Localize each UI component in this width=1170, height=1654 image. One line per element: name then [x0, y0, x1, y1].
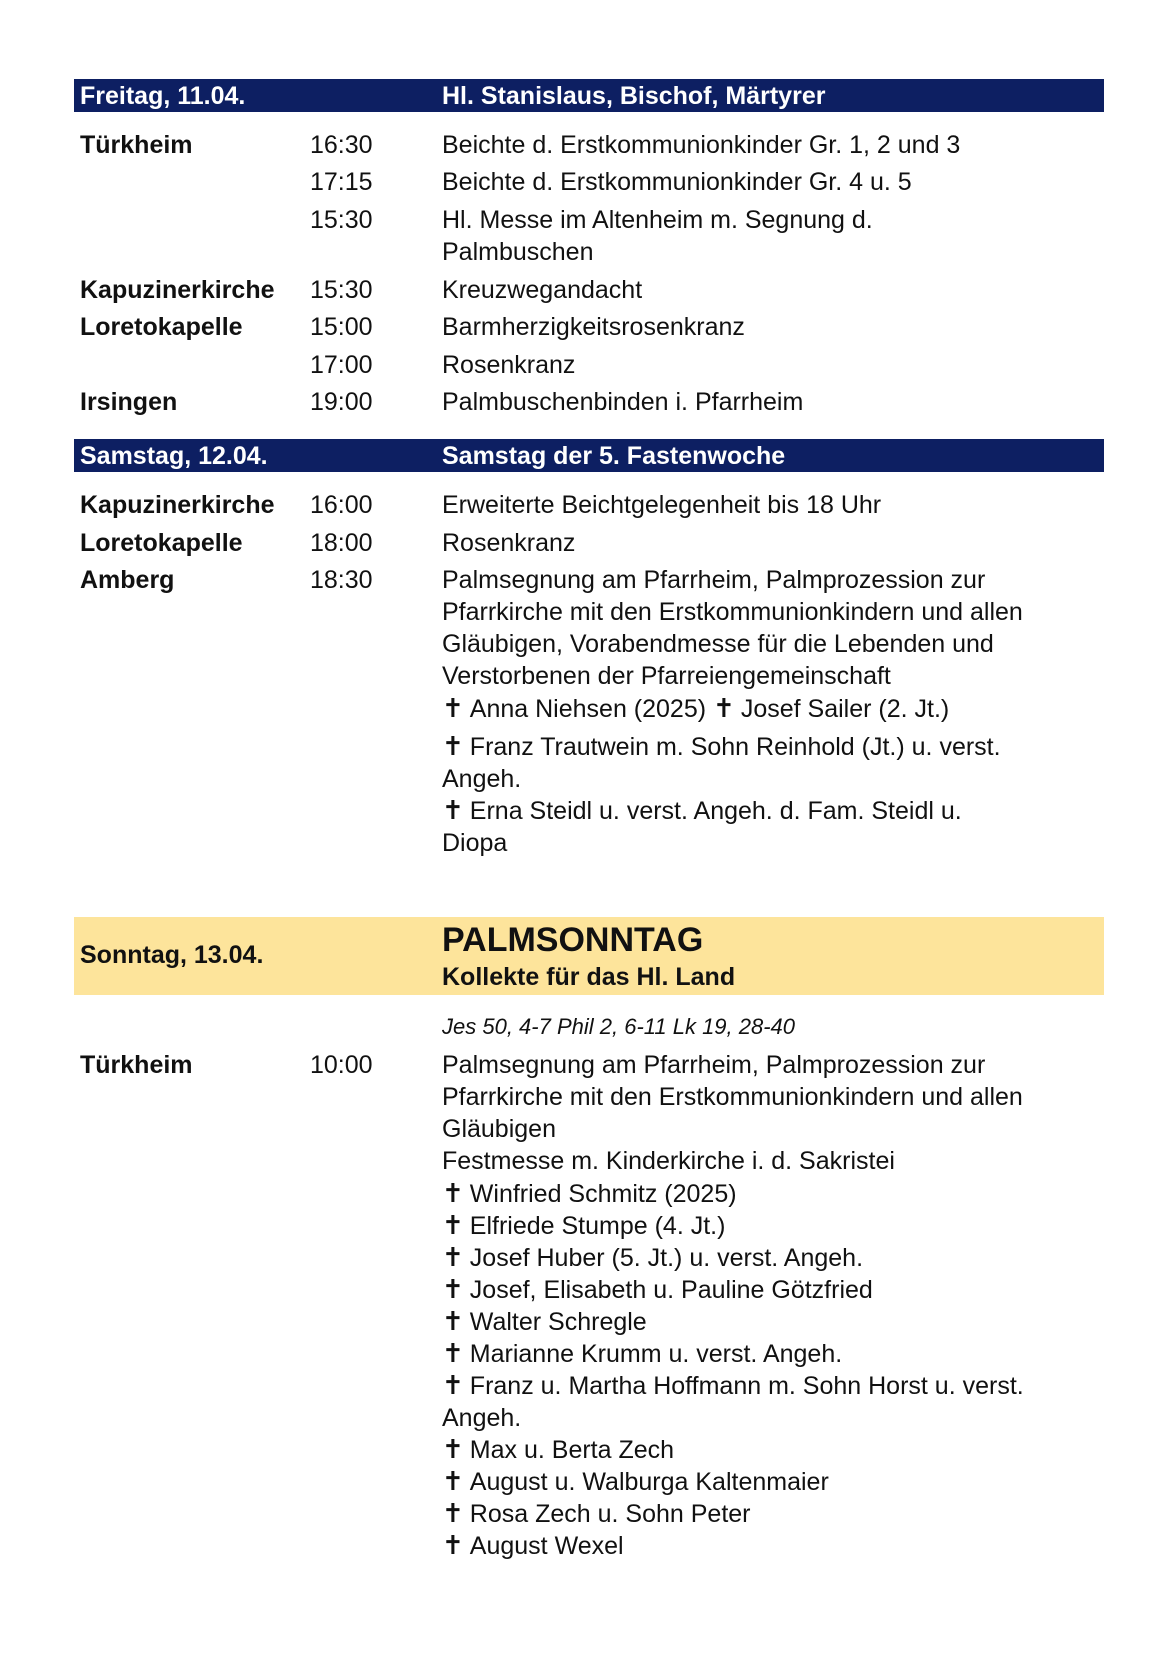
intention-name: Marianne Krumm u. verst. Angeh. — [469, 1340, 843, 1368]
entry-text: Rosenkranz — [442, 529, 576, 557]
intention-name: Josef Huber (5. Jt.) u. verst. Angeh. — [469, 1244, 864, 1272]
mass-intention — [442, 1337, 1102, 1370]
place-label: Türkheim — [80, 1051, 193, 1079]
cross-icon: ✝ — [442, 1338, 464, 1368]
time: 16:30 — [310, 131, 373, 159]
cross-icon: ✝ — [442, 1274, 464, 1304]
time: 15:30 — [310, 206, 373, 234]
place-label: Kapuzinerkirche — [80, 276, 275, 304]
place-label: Irsingen — [80, 388, 178, 416]
place-label: Loretokapelle — [80, 529, 243, 557]
mass-intention — [442, 794, 1022, 859]
collection-note: Kollekte für das Hl. Land — [442, 963, 736, 991]
cross-icon: ✝ — [442, 1466, 464, 1496]
time: 15:30 — [310, 276, 373, 304]
day-header-friday — [74, 79, 1104, 112]
intention-name: Elfriede Stumpe (4. Jt.) — [469, 1212, 726, 1240]
cross-icon: ✝ — [442, 693, 464, 723]
mass-intention — [442, 1209, 1102, 1242]
day-date: Sonntag, 13.04. — [80, 941, 264, 969]
day-header-saturday — [74, 439, 1104, 472]
entry-text: Palmsegnung am Pfarrheim, Palmprozession zur Pfarrkirche mit den Erstkommunionkindern und allen Gläubigen — [442, 1051, 1023, 1143]
mass-intention — [442, 1305, 1102, 1338]
entry-text: Kreuzwegandacht — [442, 276, 643, 304]
scripture-readings: Jes 50, 4-7 Phil 2, 6-11 Lk 19, 28-40 — [442, 1014, 796, 1039]
place-label: Kapuzinerkirche — [80, 491, 275, 519]
cross-icon: ✝ — [442, 1306, 464, 1336]
time: 17:00 — [310, 351, 373, 379]
entry-text: Palmsegnung am Pfarrheim, Palmprozession zur Pfarrkirche mit den Erstkommunionkindern und allen Gläubigen, Vorabendmesse für die Lebenden und Verstorbenen der Pfarreiengemeinschaft — [442, 566, 1023, 690]
day-header-sunday — [74, 917, 1104, 995]
mass-intention — [442, 1529, 1102, 1562]
festmesse-note: Festmesse m. Kinderkirche i. d. Sakristei — [442, 1147, 895, 1175]
cross-icon: ✝ — [442, 795, 464, 825]
time: 10:00 — [310, 1051, 373, 1079]
entry-text: Rosenkranz — [442, 351, 576, 379]
time: 18:30 — [310, 566, 373, 594]
intention-name: Winfried Schmitz (2025) — [469, 1180, 737, 1208]
mass-intention — [442, 692, 1102, 725]
entry-text: Beichte d. Erstkommunionkinder Gr. 4 u. 5 — [442, 168, 912, 196]
mass-intention — [442, 1497, 1102, 1530]
intention-name: Franz Trautwein m. Sohn Reinhold (Jt.) u. verst. Angeh. — [442, 733, 1001, 793]
entry-text: Hl. Messe im Altenheim m. Segnung d. Palmbuschen — [442, 206, 873, 266]
mass-intention — [442, 1433, 1102, 1466]
cross-icon: ✝ — [442, 731, 464, 761]
place-label: Amberg — [80, 566, 175, 594]
mass-intention — [442, 1369, 1102, 1434]
entry-text: Barmherzigkeitsrosenkranz — [442, 313, 745, 341]
intention-name: Rosa Zech u. Sohn Peter — [469, 1500, 751, 1528]
entry-text: Erweiterte Beichtgelegenheit bis 18 Uhr — [442, 491, 882, 519]
place-label: Loretokapelle — [80, 313, 243, 341]
feast-title: PALMSONNTAG — [442, 921, 704, 959]
cross-icon: ✝ — [442, 1498, 464, 1528]
entry-text: Palmbuschenbinden i. Pfarrheim — [442, 388, 804, 416]
intention-name: Erna Steidl u. verst. Angeh. d. Fam. Steidl u. Diopa — [442, 797, 962, 857]
intention-name: Walter Schregle — [469, 1308, 647, 1336]
intention-name: Max u. Berta Zech — [469, 1436, 675, 1464]
cross-icon: ✝ — [442, 1530, 464, 1560]
mass-intention — [442, 1273, 1102, 1306]
mass-intention — [442, 1177, 1102, 1210]
time: 17:15 — [310, 168, 373, 196]
day-title: Samstag der 5. Fastenwoche — [442, 442, 786, 470]
intention-name: Anna Niehsen (2025) — [469, 695, 707, 723]
intention-name: Josef, Elisabeth u. Pauline Götzfried — [469, 1276, 873, 1304]
cross-icon: ✝ — [442, 1210, 464, 1240]
time: 18:00 — [310, 529, 373, 557]
mass-intention — [442, 1465, 1102, 1498]
mass-intention — [442, 730, 1072, 795]
cross-icon: ✝ — [713, 693, 735, 723]
mass-intention — [442, 1241, 1102, 1274]
entry-text: Beichte d. Erstkommunionkinder Gr. 1, 2 und 3 — [442, 131, 961, 159]
place-label: Türkheim — [80, 131, 193, 159]
intention-name: Franz u. Martha Hoffmann m. Sohn Horst u. verst. Angeh. — [442, 1372, 1024, 1432]
day-title: Hl. Stanislaus, Bischof, Märtyrer — [442, 82, 826, 110]
cross-icon: ✝ — [442, 1434, 464, 1464]
intention-name: August u. Walburga Kaltenmaier — [469, 1468, 829, 1496]
cross-icon: ✝ — [442, 1178, 464, 1208]
intention-name: August Wexel — [469, 1532, 624, 1560]
time: 19:00 — [310, 388, 373, 416]
cross-icon: ✝ — [442, 1242, 464, 1272]
day-date: Freitag, 11.04. — [80, 82, 246, 110]
cross-icon: ✝ — [442, 1370, 464, 1400]
time: 15:00 — [310, 313, 373, 341]
time: 16:00 — [310, 491, 373, 519]
day-date: Samstag, 12.04. — [80, 442, 268, 470]
intention-name: Josef Sailer (2. Jt.) — [740, 695, 950, 723]
